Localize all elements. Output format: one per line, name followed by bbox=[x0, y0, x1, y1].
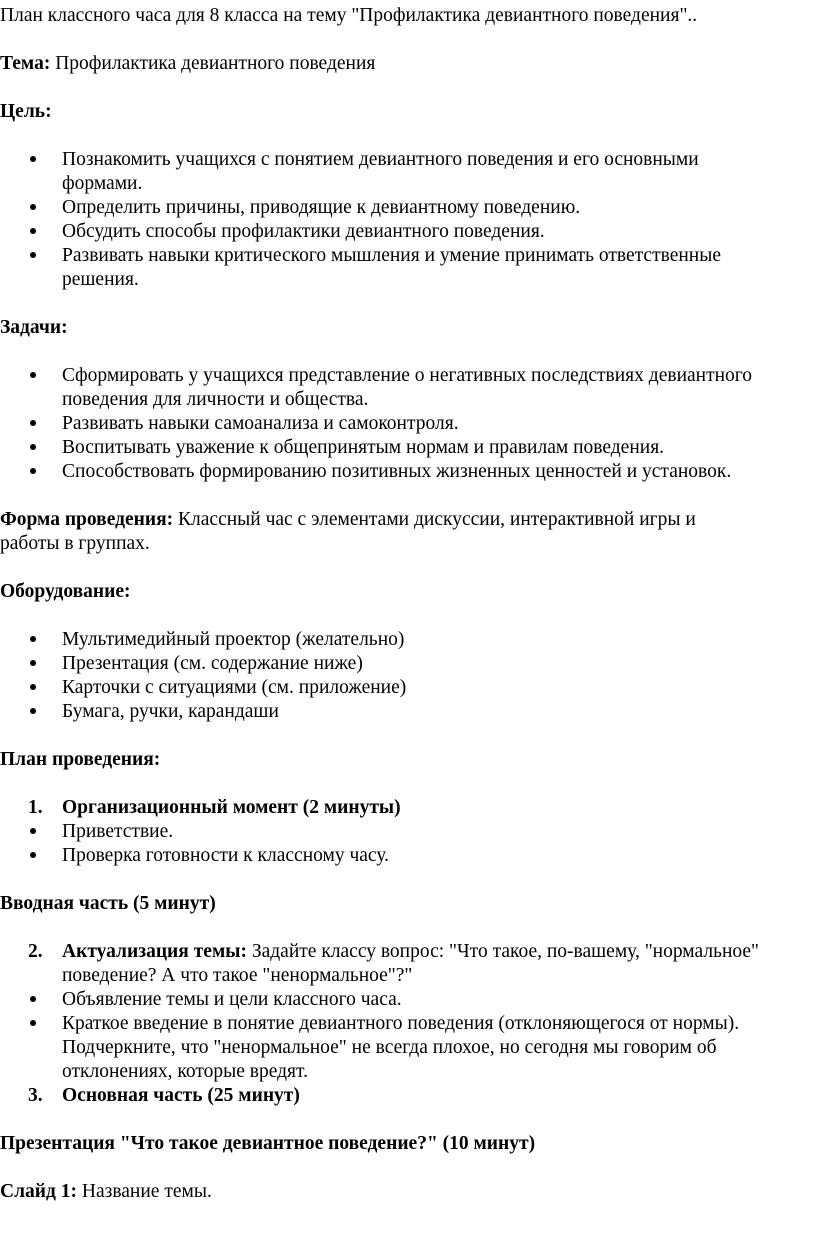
bullet-icon bbox=[30, 156, 36, 162]
bullet-icon bbox=[30, 444, 36, 450]
form-line-2: работы в группах. bbox=[0, 533, 150, 554]
form-label: Форма проведения: bbox=[0, 509, 174, 530]
intro-heading: Вводная часть (5 минут) bbox=[0, 893, 216, 914]
bullet-icon bbox=[30, 468, 36, 474]
goal-heading: Цель: bbox=[0, 101, 52, 122]
bullet-icon bbox=[30, 228, 36, 234]
form-line: Форма проведения: Классный час с элементами дискуссии, интерактивной игры и bbox=[0, 509, 696, 530]
bullet-icon bbox=[30, 420, 36, 426]
topic-line bbox=[0, 52, 375, 76]
bullet-icon bbox=[30, 660, 36, 666]
bullet-icon bbox=[30, 708, 36, 714]
equipment-heading: Оборудование: bbox=[0, 581, 131, 602]
presentation-heading: Презентация "Что такое девиантное поведение?" (10 минут) bbox=[0, 1133, 536, 1154]
topic-label: Тема: bbox=[0, 53, 51, 74]
bullet-icon bbox=[30, 852, 36, 858]
bullet-icon bbox=[30, 252, 36, 258]
bullet-icon bbox=[30, 1020, 36, 1026]
bullet-icon bbox=[30, 684, 36, 690]
bullet-icon bbox=[30, 372, 36, 378]
slide-1-line: Слайд 1: Название темы. bbox=[0, 1181, 212, 1202]
topic-value: Профилактика девиантного поведения bbox=[50, 53, 376, 74]
bullet-icon bbox=[30, 828, 36, 834]
tasks-heading: Задачи: bbox=[0, 317, 68, 338]
plan-heading: План проведения: bbox=[0, 749, 161, 770]
bullet-icon bbox=[30, 636, 36, 642]
bullet-icon bbox=[30, 204, 36, 210]
bullet-icon bbox=[30, 996, 36, 1002]
document-title: План классного часа для 8 класса на тему "Профилактика девиантного поведения".. bbox=[0, 5, 698, 26]
